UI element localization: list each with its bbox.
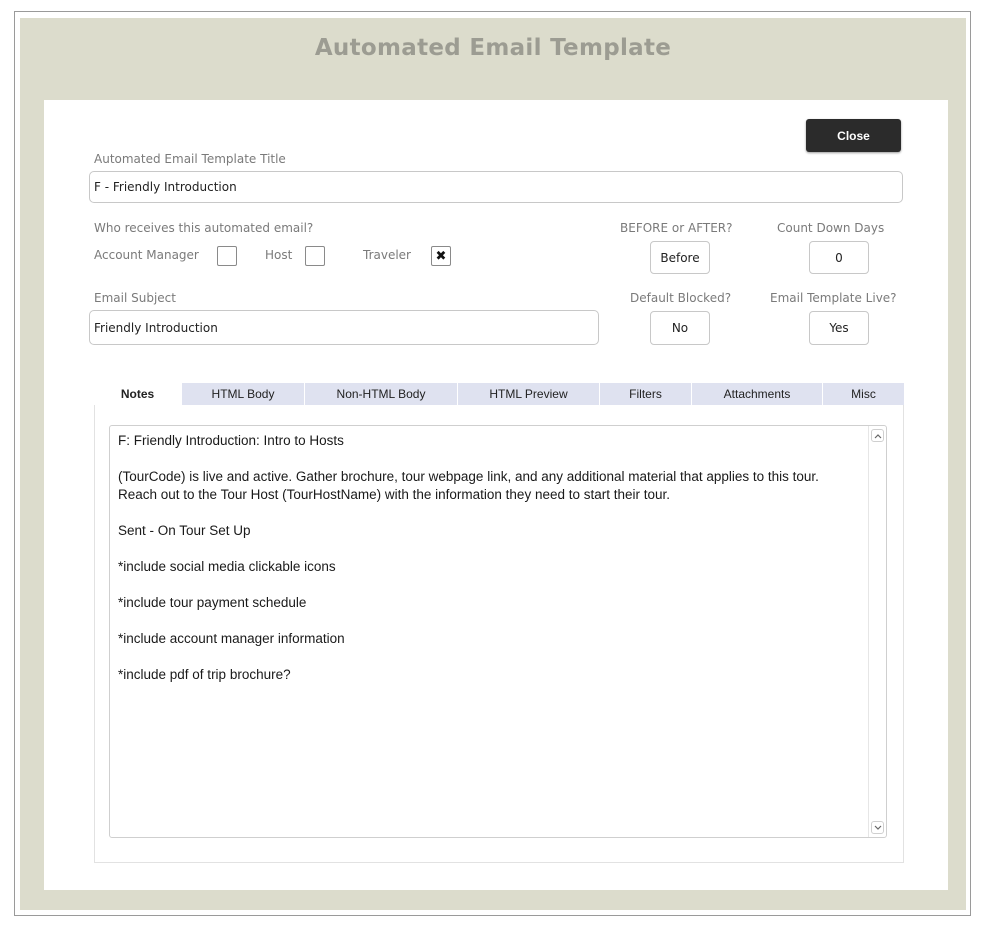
- before-after-value: Before: [660, 250, 700, 265]
- count-down-days-label: Count Down Days: [777, 221, 885, 235]
- default-blocked-field[interactable]: [650, 311, 710, 345]
- notes-paragraph: Sent - On Tour Set Up: [118, 523, 251, 538]
- form-panel: [44, 100, 948, 890]
- tab-bar: [94, 383, 904, 405]
- host-label: Host: [265, 248, 293, 262]
- email-subject-label: Email Subject: [94, 291, 176, 305]
- chevron-down-icon[interactable]: [871, 821, 884, 834]
- notes-content: [118, 432, 858, 702]
- before-after-field[interactable]: [650, 241, 710, 274]
- notes-textarea[interactable]: [109, 425, 887, 838]
- tab-misc[interactable]: Misc: [823, 383, 904, 405]
- before-after-label: BEFORE or AFTER?: [620, 221, 733, 235]
- email-subject-value: Friendly Introduction: [94, 320, 218, 335]
- notes-scrollbar[interactable]: [868, 426, 886, 837]
- x-mark-icon: ✖: [435, 248, 447, 264]
- notes-paragraph: F: Friendly Introduction: Intro to Hosts: [118, 433, 344, 448]
- account-manager-label: Account Manager: [94, 248, 199, 262]
- tab-filters[interactable]: Filters: [600, 383, 692, 405]
- tab-html-preview[interactable]: HTML Preview: [458, 383, 600, 405]
- template-live-field[interactable]: [809, 311, 869, 345]
- traveler-label: Traveler: [363, 248, 411, 262]
- host-checkbox[interactable]: [305, 246, 325, 266]
- default-blocked-label: Default Blocked?: [630, 291, 732, 305]
- tab-html-body[interactable]: HTML Body: [182, 383, 305, 405]
- count-down-days-value: 0: [835, 250, 843, 265]
- template-title-input[interactable]: [89, 171, 903, 203]
- notes-paragraph: (TourCode) is live and active. Gather brochure, tour webpage link, and any additional material that applies to this tour. Reach out to the Tour Host (TourHostName) with the information they need to start their tour.: [118, 469, 819, 502]
- template-title-value: F - Friendly Introduction: [94, 180, 237, 194]
- traveler-checkbox[interactable]: [431, 246, 451, 266]
- default-blocked-value: No: [671, 321, 689, 335]
- tab-notes[interactable]: Notes: [94, 383, 182, 405]
- template-live-value: Yes: [829, 321, 849, 335]
- close-button[interactable]: Close: [806, 119, 901, 152]
- dialog-frame: [20, 18, 966, 910]
- notes-paragraph: *include tour payment schedule: [118, 595, 307, 610]
- template-live-label: Email Template Live?: [770, 291, 897, 305]
- chevron-up-icon[interactable]: [871, 429, 884, 442]
- notes-paragraph: *include social media clickable icons: [118, 559, 336, 574]
- template-title-label: Automated Email Template Title: [94, 152, 286, 166]
- count-down-days-field[interactable]: [809, 241, 869, 274]
- notes-paragraph: *include account manager information: [118, 631, 345, 646]
- account-manager-checkbox[interactable]: [217, 246, 237, 266]
- tab-attachments[interactable]: Attachments: [692, 383, 823, 405]
- email-subject-input[interactable]: [89, 310, 599, 345]
- notes-tab-panel: [94, 405, 904, 863]
- recipients-label: Who receives this automated email?: [94, 221, 314, 235]
- tab-non-html-body[interactable]: Non-HTML Body: [305, 383, 458, 405]
- dialog-title: Automated Email Template: [314, 35, 672, 61]
- notes-paragraph: *include pdf of trip brochure?: [118, 667, 291, 682]
